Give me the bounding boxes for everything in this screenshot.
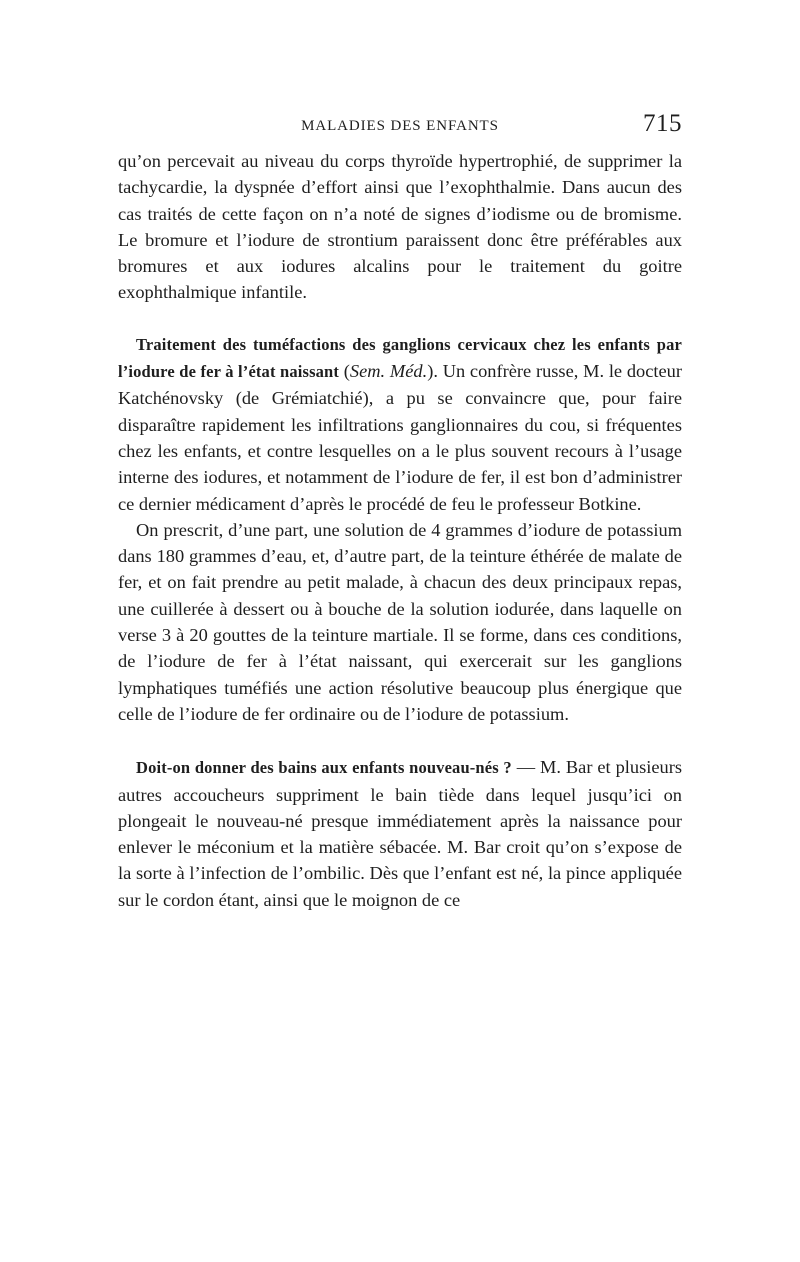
paragraph-bains-nouveau-nes-body: — M. Bar et plusieurs autres accoucheurs suppriment le bain tiède dans lequel jusqu’ici on plongeait le nouveau-né presque immédiatement après la naissance pour enlever le méconium et la matière sébacée. M. Bar croit qu’on s’expose de la sorte à l’infection de l’ombilic. Dès que l’enfant est né, la pince appliquée sur le cordon étant, ainsi que le moignon de ce [118, 757, 683, 910]
running-head [118, 110, 682, 144]
paragraph-iodure-de-fer-body: Un confrère russe, M. le docteur Katchénovsky (de Grémiatchié), a pu se convaincre que, pour faire disparaître rapidement les infiltrations ganglionnaires du cou, si fréquentes chez les enfants, et contre lesquelles on a le plus souvent recours à l’usage interne des iodures, et notamment de l’iodure de fer, il est bon d’administrer ce dernier médicament d’après le procédé de feu le professeur Botkine. [118, 361, 682, 514]
section-heading-bains-nouveau-nes: Doit-on donner des bains aux enfants nouveau-nés ? [136, 758, 512, 778]
page-number: 715 [643, 110, 682, 137]
section-gap [118, 727, 682, 754]
section-gap [118, 306, 682, 331]
source-citation: Sem. Méd. [349, 361, 428, 382]
running-title: MALADIES DES ENFANTS [301, 118, 499, 134]
body-text [118, 148, 682, 913]
paragraph-prescription: On prescrit, d’une part, une solution de 4 grammes d’iodure de potassium dans 180 grammes d’eau, et, d’autre part, de la teinture éthérée de malate de fer, et on fait prendre au petit malade, à chacun des deux principaux repas, une cuillerée à dessert ou à bouche de la solution iodurée, dans laquelle on verse 3 à 20 gouttes de la teinture martiale. Il se forme, dans ces conditions, de l’iodure de fer à l’état naissant, qui exercerait sur les ganglions lymphatiques tuméfiés une action résolutive beaucoup plus énergique que celle de l’iodure de fer ordinaire ou de l’iodure de potassium. [118, 519, 682, 724]
source-open-paren: ( [339, 361, 350, 382]
paragraph-goitre-continuation: qu’on percevait au niveau du corps thyroïde hypertrophié, de supprimer la tachycardie, la dyspnée d’effort ainsi que l’exophthalmie. Dans aucun des cas traités de cette façon on n’a noté de signes d’iodisme ou de bromisme. Le bromure et l’iodure de strontium paraissent donc être préférables aux bromures et aux iodures alcalins pour le traitement du goitre exophthalmique infantile. [118, 151, 682, 303]
paragraph-iodure-de-fer [118, 331, 682, 517]
source-close-paren: ). [427, 361, 438, 382]
paragraph-bains-nouveau-nes [118, 754, 682, 913]
section-heading-iodure-de-fer: Traitement des tuméfactions des ganglions cervicaux chez les enfants par l’iodure de fer à l’état naissant [118, 334, 682, 382]
